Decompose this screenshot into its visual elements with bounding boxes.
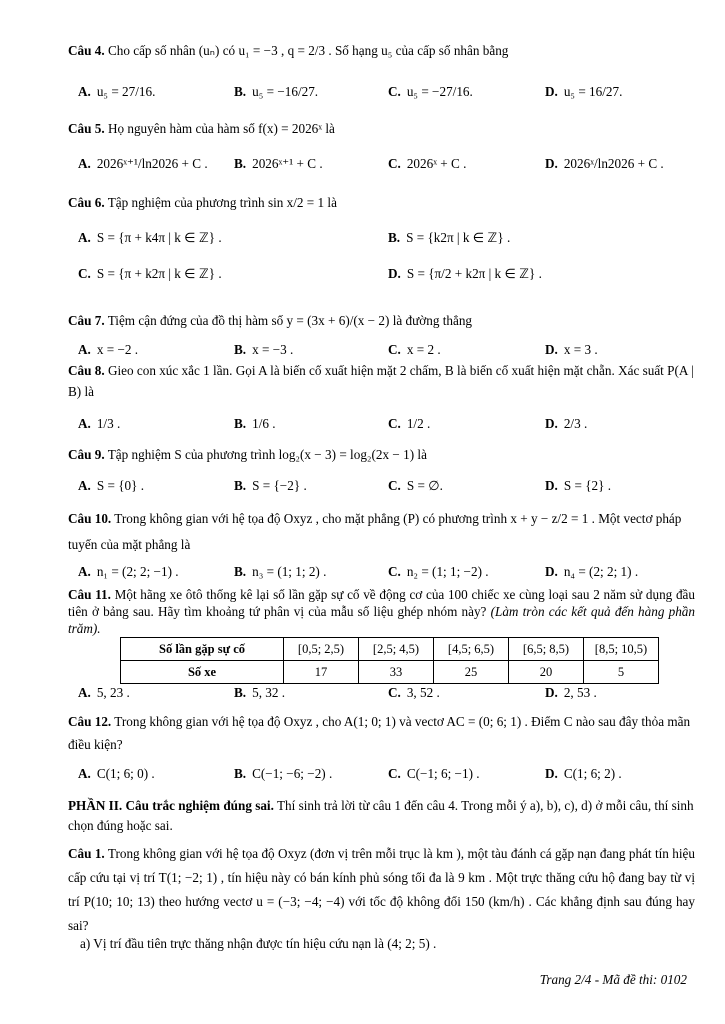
q9-label: Câu 9. — [68, 447, 105, 462]
q4-option-a[interactable]: A. u₅ = 27/16. — [78, 84, 156, 99]
table-interval-cell: [6,5; 8,5) — [509, 638, 584, 661]
table-interval-cell: [8,5; 10,5) — [584, 638, 659, 661]
part-2-title: PHẦN II. Câu trắc nghiệm đúng sai. — [68, 798, 274, 813]
question-11 — [68, 586, 695, 637]
table-row-label: Số xe — [121, 661, 284, 684]
q7-option-a[interactable]: A. x = −2 . — [78, 342, 139, 357]
q9-options — [68, 470, 695, 502]
q6-label: Câu 6. — [68, 195, 105, 210]
q11-note: (Làm tròn các kết quả đến hàng phần trăm). — [68, 604, 695, 636]
q10-option-d[interactable]: D. n₄ = (2; 2; 1) . — [545, 564, 639, 579]
p2q1-item-a[interactable]: a) Vị trí đầu tiên trực thăng nhận được tín hiệu cứu nạn là (4; 2; 5) . — [80, 936, 437, 951]
table-count-cell: 33 — [359, 661, 434, 684]
question-4 — [68, 40, 695, 61]
q4-option-d[interactable]: D. u₅ = 16/27. — [545, 84, 623, 99]
q8-label: Câu 8. — [68, 363, 105, 378]
q11-option-d[interactable]: D. 2, 53 . — [545, 685, 597, 700]
q12-label: Câu 12. — [68, 714, 112, 729]
p2q1-label: Câu 1. — [68, 846, 105, 861]
question-7 — [68, 310, 695, 331]
q5-options — [68, 148, 695, 180]
q8-option-c[interactable]: C. 1/2 . — [388, 416, 431, 431]
table-row — [121, 661, 659, 684]
q10-option-b[interactable]: B. n₃ = (1; 1; 2) . — [234, 564, 327, 579]
table-count-cell: 17 — [284, 661, 359, 684]
q6-options-row2 — [68, 258, 695, 290]
q5-label: Câu 5. — [68, 121, 105, 136]
q5-option-c[interactable]: C. 2026ˣ + C . — [388, 156, 467, 171]
q6-options-row1 — [68, 222, 695, 254]
question-8 — [68, 360, 695, 402]
question-10 — [68, 506, 695, 558]
question-5 — [68, 118, 695, 139]
q6-option-d[interactable]: D. S = {π/2 + k2π | k ∈ ℤ} . — [388, 266, 542, 281]
q5-option-a[interactable]: A. 2026ˣ⁺¹/ln2026 + C . — [78, 156, 208, 171]
q12-option-d[interactable]: D. C(1; 6; 2) . — [545, 766, 622, 781]
q4-option-c[interactable]: C. u₅ = −27/16. — [388, 84, 473, 99]
table-interval-cell: [4,5; 6,5) — [434, 638, 509, 661]
q4-options — [68, 76, 695, 108]
table-header-cell: Số lần gặp sự cố — [121, 638, 284, 661]
q5-option-b[interactable]: B. 2026ˣ⁺¹ + C . — [234, 156, 323, 171]
q9-option-c[interactable]: C. S = ∅. — [388, 478, 443, 493]
q11-option-b[interactable]: B. 5, 32 . — [234, 685, 286, 700]
q10-option-c[interactable]: C. n₂ = (1; 1; −2) . — [388, 564, 489, 579]
q8-option-a[interactable]: A. 1/3 . — [78, 416, 121, 431]
q11-option-c[interactable]: C. 3, 52 . — [388, 685, 440, 700]
table-count-cell: 25 — [434, 661, 509, 684]
q8-stem: Gieo con xúc xắc 1 lần. Gọi A là biến cố xuất hiện mặt 2 chấm, B là biến cố xuất hiện mặt chẵn. Xác suất P(A | B) là — [68, 363, 694, 399]
q6-option-a[interactable]: A. S = {π + k4π | k ∈ ℤ} . — [78, 230, 222, 245]
q10-options — [68, 556, 695, 588]
q7-label: Câu 7. — [68, 313, 105, 328]
table-count-cell: 20 — [509, 661, 584, 684]
table-interval-cell: [0,5; 2,5) — [284, 638, 359, 661]
q9-option-a[interactable]: A. S = {0} . — [78, 478, 145, 493]
q11-label: Câu 11. — [68, 587, 111, 602]
table-row — [121, 638, 659, 661]
q12-stem: Trong không gian với hệ tọa độ Oxyz , cho A(1; 0; 1) và vectơ AC = (0; 6; 1) . Điểm C nào sau đây thỏa mãn điều kiện? — [68, 714, 691, 752]
q12-option-a[interactable]: A. C(1; 6; 0) . — [78, 766, 155, 781]
part-2-text: Thí sinh trả lời từ câu 1 đến câu 4. Trong mỗi ý a), b), c), d) ở mỗi câu, thí sinh chọn đúng hoặc sai. — [68, 798, 694, 833]
q12-option-b[interactable]: B. C(−1; −6; −2) . — [234, 766, 333, 781]
question-6 — [68, 192, 695, 213]
q9-option-d[interactable]: D. S = {2} . — [545, 478, 612, 493]
q12-options — [68, 758, 695, 790]
q5-stem: Họ nguyên hàm của hàm số f(x) = 2026ˣ là — [107, 121, 335, 136]
part-2-intro — [68, 796, 695, 836]
table-count-cell: 5 — [584, 661, 659, 684]
q11-stem: Một hãng xe ôtô thống kê lại số lần gặp sự cố về động cơ của 100 chiếc xe cùng loại sau 2 năm sử dụng đầu tiên ở bảng sau. Hãy tìm khoảng tứ phân vị của mẫu số liệu ghép nhóm này? — [68, 587, 695, 619]
question-12 — [68, 710, 695, 756]
q6-option-c[interactable]: C. S = {π + k2π | k ∈ ℤ} . — [78, 266, 222, 281]
q11-options — [68, 682, 695, 704]
q6-option-b[interactable]: B. S = {k2π | k ∈ ℤ} . — [388, 230, 511, 245]
table-interval-cell: [2,5; 4,5) — [359, 638, 434, 661]
q7-option-c[interactable]: C. x = 2 . — [388, 342, 441, 357]
q6-stem: Tập nghiệm của phương trình sin x/2 = 1 là — [107, 195, 337, 210]
q8-option-d[interactable]: D. 2/3 . — [545, 416, 588, 431]
q4-stem: Cho cấp số nhân (uₙ) có u₁ = −3 , q = 2/3 . Số hạng u₅ của cấp số nhân bằng — [107, 43, 509, 58]
q8-options — [68, 408, 695, 440]
q9-option-b[interactable]: B. S = {−2} . — [234, 478, 307, 493]
q7-option-d[interactable]: D. x = 3 . — [545, 342, 598, 357]
part-2-question-1 — [68, 842, 695, 938]
q11-option-a[interactable]: A. 5, 23 . — [78, 685, 130, 700]
question-9 — [68, 444, 695, 465]
q4-label: Câu 4. — [68, 43, 105, 58]
q7-option-b[interactable]: B. x = −3 . — [234, 342, 294, 357]
q4-option-b[interactable]: B. u₅ = −16/27. — [234, 84, 319, 99]
q7-options — [68, 338, 695, 362]
page-footer: Trang 2/4 - Mã đề thi: 0102 — [539, 972, 687, 987]
q8-option-b[interactable]: B. 1/6 . — [234, 416, 276, 431]
q10-stem: Trong không gian với hệ tọa độ Oxyz , cho mặt phẳng (P) có phương trình x + y − z/2 = 1 . Một vectơ pháp tuyến của mặt phẳng là — [68, 511, 682, 552]
q10-label: Câu 10. — [68, 511, 112, 526]
p2q1-stem: Trong không gian với hệ tọa độ Oxyz (đơn vị trên mỗi trục là km ), một tàu đánh cá gặp nạn đang phát tín hiệu cấp cứu tại vị trí T(1; −2; 1) , tín hiệu này có bán kính phủ sóng tối đa là 9 km . Một trực thăng cứu hộ đang bay từ vị trí P(10; 10; 13) theo hướng vectơ u = (−3; −4; −4) với tốc độ không đổi 150 (km/h) . Các khẳng định sau đúng hay sai? — [68, 846, 695, 933]
q10-option-a[interactable]: A. n₁ = (2; 2; −1) . — [78, 564, 179, 579]
q5-option-d[interactable]: D. 2026ˣ/ln2026 + C . — [545, 156, 664, 171]
q7-stem: Tiệm cận đứng của đồ thị hàm số y = (3x + 6)/(x − 2) là đường thẳng — [107, 313, 473, 328]
q11-frequency-table — [120, 637, 659, 684]
q12-option-c[interactable]: C. C(−1; 6; −1) . — [388, 766, 480, 781]
q9-stem: Tập nghiệm S của phương trình log₂(x − 3) = log₂(2x − 1) là — [107, 447, 427, 462]
